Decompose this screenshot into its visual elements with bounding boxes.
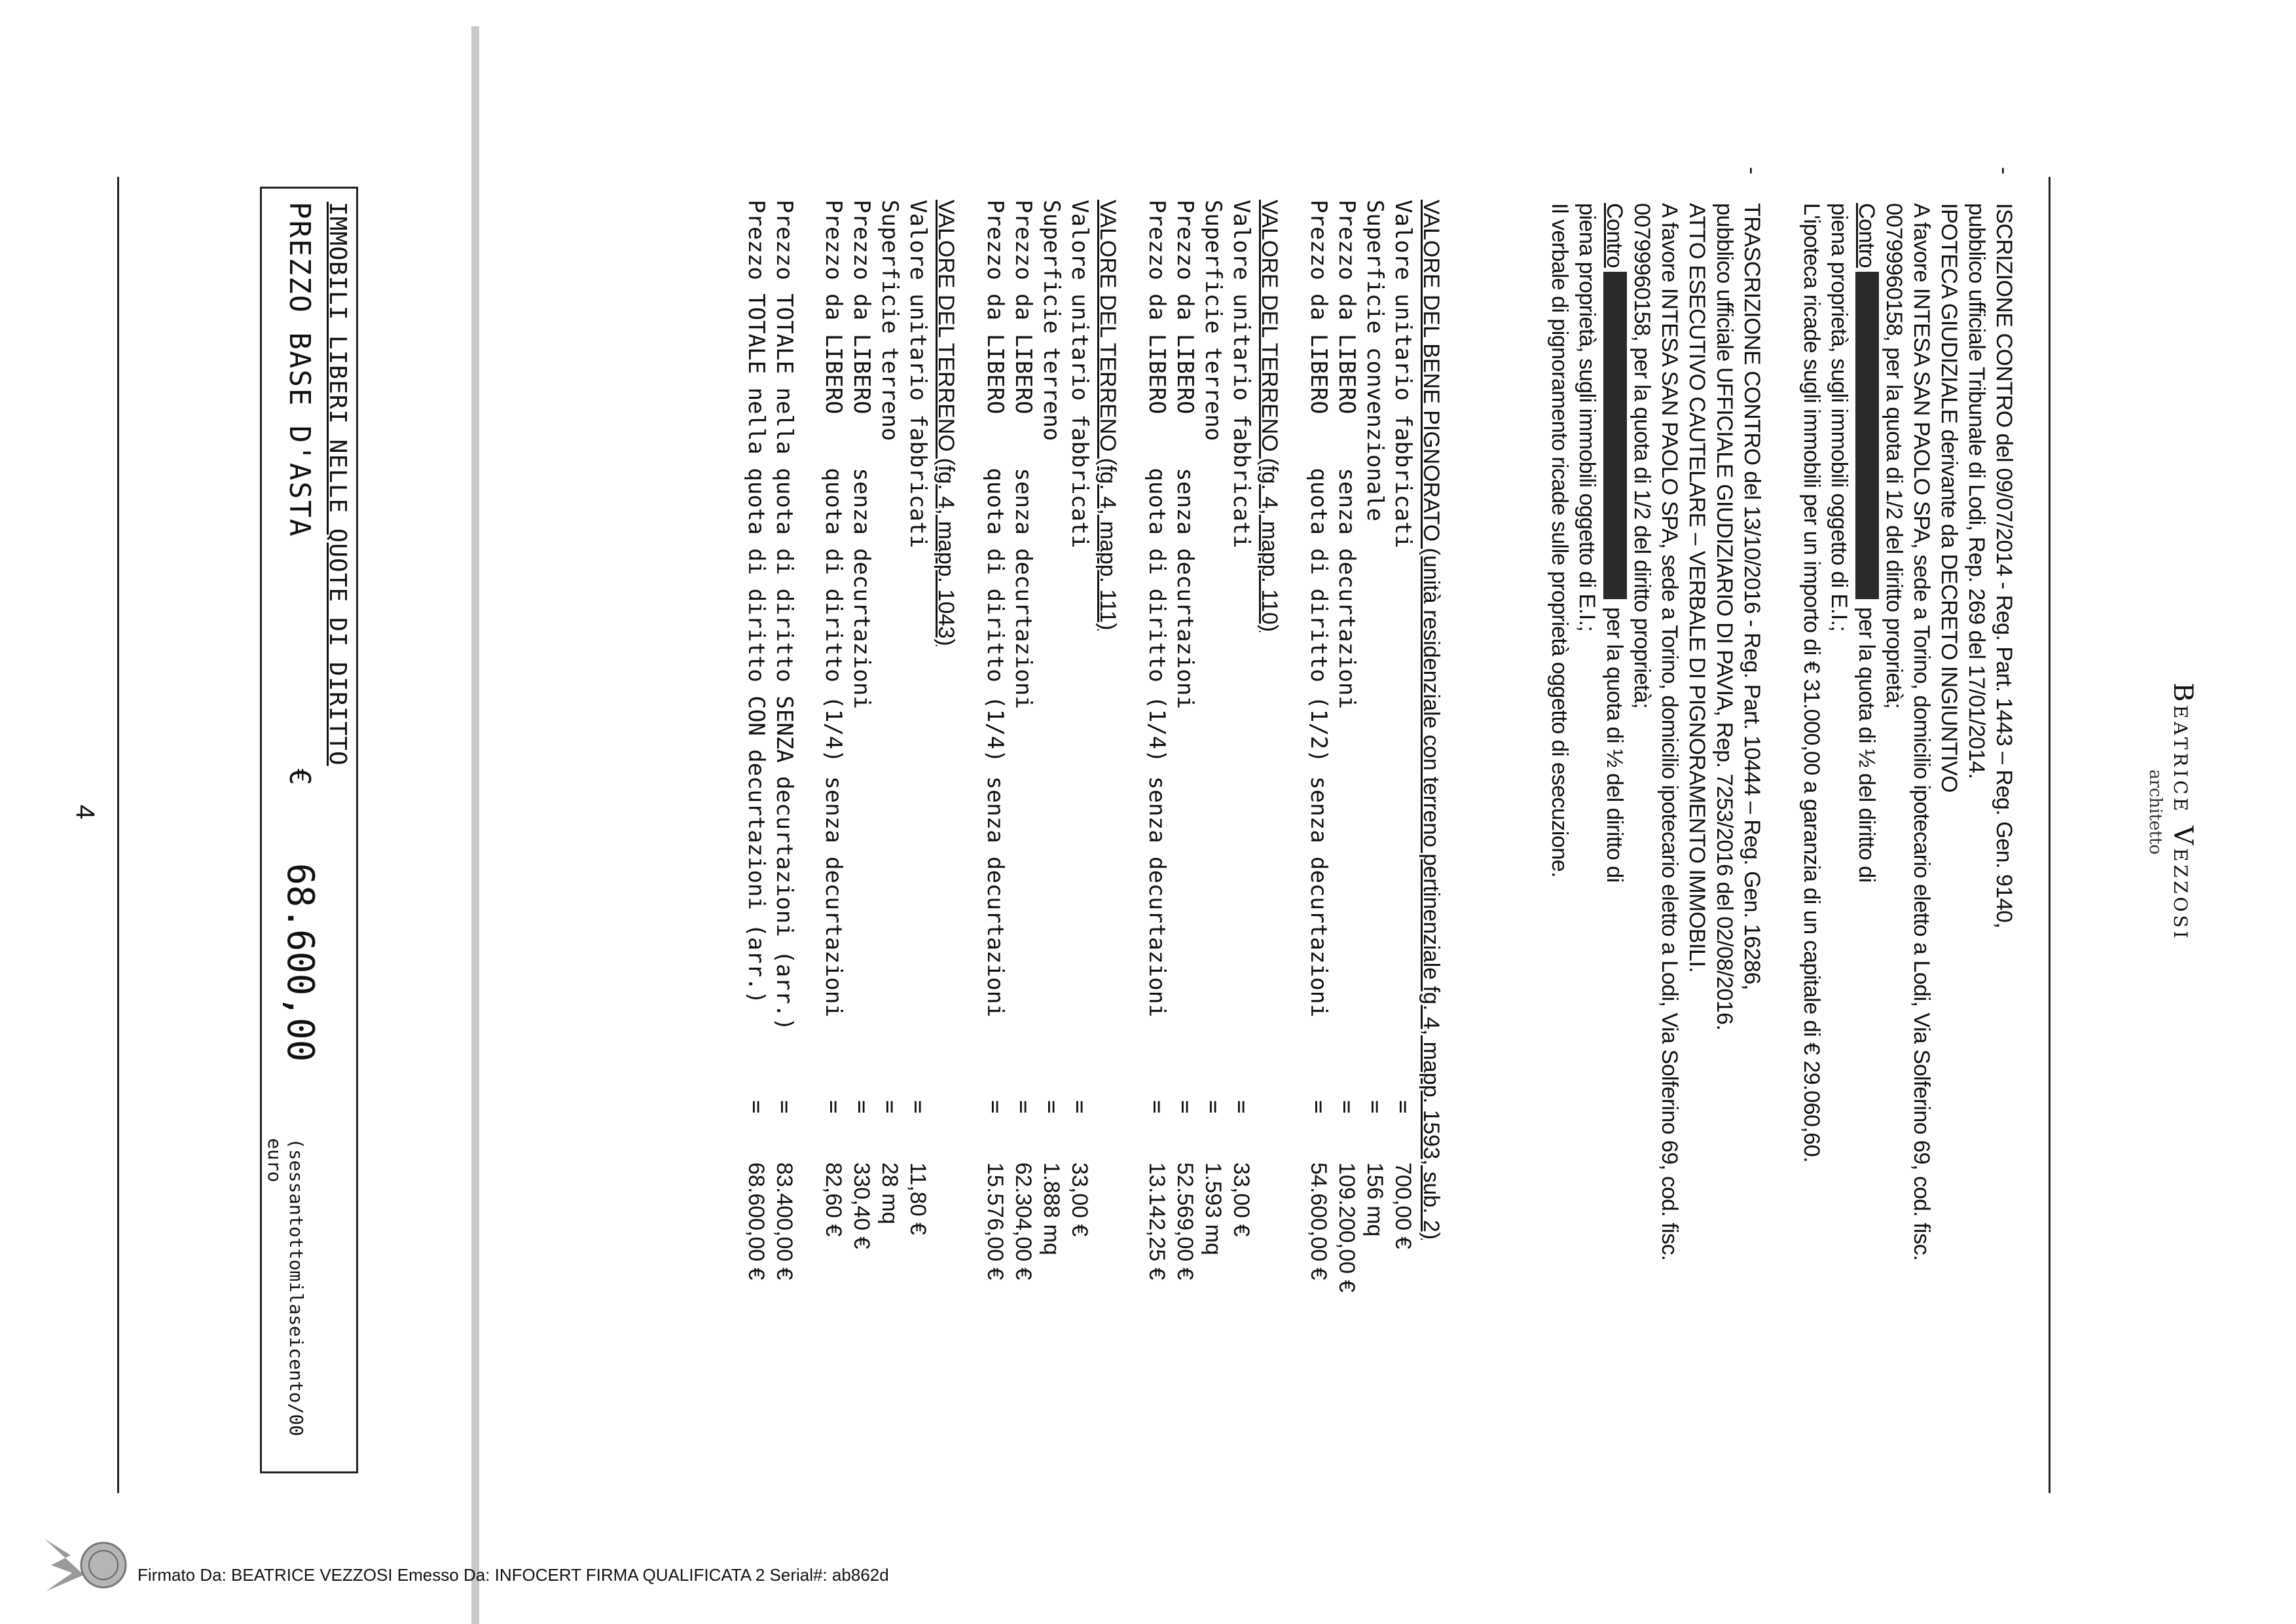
row-label: Prezzo TOTALE nella quota di diritto SENZA decurtazioni (arr.) [771, 200, 797, 1031]
valuation-row [1227, 200, 1255, 1483]
text-line: ATTO ESECUTIVO CAUTELARE – VERBALE DI PIGNORAMENTO IMMOBILI. [1685, 203, 1709, 973]
row-value: 83.400,00 € [772, 1162, 797, 1280]
valuation-row [819, 200, 847, 1483]
base-price-row [264, 202, 321, 1458]
equals-sign: = [848, 1100, 875, 1114]
equals-sign: = [1200, 1100, 1226, 1114]
row-label: Superficie terreno [1038, 200, 1065, 441]
seal-icon [31, 1526, 130, 1604]
box-title: IMMOBILI LIBERI NELLE QUOTE DI DIRITTO [324, 202, 351, 766]
author-name: Beatrice Vezzosi [2168, 682, 2198, 942]
valuation-row [1389, 200, 1417, 1483]
valuation-heading: VALORE DEL TERRENO (fg. 4, mapp. 1043) [934, 200, 958, 646]
valuation-row [903, 200, 932, 1483]
row-value: 62.304,00 € [1011, 1162, 1036, 1280]
equals-sign: = [1144, 1100, 1170, 1114]
valuation-row [1360, 200, 1389, 1483]
author-title: architetto [2145, 769, 2165, 855]
equals-sign: = [743, 1100, 769, 1114]
valuation-row [981, 200, 1009, 1483]
text-line: piena proprietà, sugli immobili oggetto di E.I.; [1827, 203, 1851, 632]
base-price-box [260, 187, 358, 1473]
valuation-heading: VALORE DEL BENE PIGNORATO (unità residenziale con terreno pertinenziale fg. 4, mapp. 1593, sub. 2) [1419, 200, 1444, 1240]
row-label: Superficie terreno [877, 200, 903, 441]
text-line: 00799960158, per la quota di 1/2 del diritto proprietà; [1630, 203, 1654, 709]
row-value: 11,80 € [905, 1162, 930, 1235]
valuation-heading: VALORE DEL TERRENO (fg. 4, mapp. 111) [1095, 200, 1120, 631]
contro-quota: per la quota di ½ del diritto di [1854, 607, 1879, 883]
equals-sign: = [1172, 1100, 1198, 1114]
row-value: 15.576,00 € [983, 1162, 1008, 1280]
text-line: ISCRIZIONE CONTRO del 09/07/2014 - Reg. Part. 1443 – Reg. Gen. 9140, [1992, 203, 2016, 929]
valuation-row [1304, 200, 1332, 1483]
equals-sign: = [1010, 1100, 1036, 1114]
text-line: Il verbale di pignoramento ricade sulle proprietà oggetto di esecuzione. [1547, 203, 1572, 877]
bullet-dash: - [1740, 167, 1764, 174]
text-line: 00799960158, per la quota di 1/2 del diritto proprietà; [1882, 203, 1906, 709]
row-label: Prezzo da LIBERO senza decurtazioni [1010, 200, 1036, 709]
text-line: A favore INTESA SAN PAOLO SPA, sede a Torino, domicilio ipotecario eletto a Lodi, Via Solferino 69, cod. fisc. [1657, 203, 1682, 1261]
encumbrance-trascrizione [1546, 167, 1766, 1480]
equals-sign: = [1038, 1100, 1065, 1114]
equals-sign: = [877, 1100, 903, 1114]
equals-sign: = [1390, 1100, 1416, 1114]
valuation-heading: VALORE DEL TERRENO (fg. 4, mapp. 110) [1257, 200, 1282, 633]
currency-symbol: € [283, 768, 316, 786]
row-value: 156 mq [1362, 1162, 1387, 1237]
equals-sign: = [1228, 1100, 1254, 1114]
row-label: Prezzo da LIBERO quota di diritto (1/4) senza decurtazioni [1144, 200, 1170, 1018]
valuation-row [1037, 200, 1065, 1483]
equals-sign: = [820, 1100, 847, 1114]
equals-sign: = [771, 1100, 797, 1114]
valuation-row [1199, 200, 1227, 1483]
row-label: Prezzo da LIBERO quota di diritto (1/4) senza decurtazioni [982, 200, 1008, 1018]
row-label: Valore unitario fabbricati [1390, 200, 1416, 549]
total-row [742, 200, 770, 1483]
row-value: 1.593 mq [1201, 1162, 1226, 1255]
valuation-row [1171, 200, 1199, 1483]
row-value: 13.142,25 € [1144, 1162, 1169, 1280]
digital-signature-note: Firmato Da: BEATRICE VEZZOSI Emesso Da: INFOCERT FIRMA QUALIFICATA 2 Serial#: ab862d [137, 1565, 889, 1585]
base-price-words: (sessantottomilaseicento/00 euro [264, 1138, 307, 1437]
text-line: piena proprietà, sugli immobili oggetto di E.I.; [1575, 203, 1599, 632]
base-price-amount: 68.600,00 [279, 863, 321, 1062]
row-label: Superficie terreno [1200, 200, 1226, 441]
row-value: 33,00 € [1067, 1162, 1092, 1237]
base-price-label: PREZZO BASE D'ASTA [283, 202, 316, 538]
valuation-row [1009, 200, 1037, 1483]
contro-quota: per la quota di ½ del diritto di [1602, 607, 1627, 883]
row-label: Prezzo da LIBERO senza decurtazioni [1172, 200, 1198, 709]
row-value: 52.569,00 € [1173, 1162, 1197, 1280]
row-value: 28 mq [877, 1162, 902, 1225]
redaction-bar [1603, 272, 1627, 599]
row-value: 109.200,00 € [1334, 1162, 1359, 1293]
row-label: Valore unitario fabbricati [1066, 200, 1093, 549]
valuation-row [847, 200, 875, 1483]
row-value: 33,00 € [1229, 1162, 1254, 1237]
row-label: Prezzo da LIBERO senza decurtazioni [848, 200, 875, 709]
row-label: Prezzo da LIBERO senza decurtazioni [1334, 200, 1360, 709]
text-line: TRASCRIZIONE CONTRO del 13/10/2016 - Reg. Part. 10444 – Reg. Gen. 16286, [1740, 203, 1764, 990]
equals-sign: = [1066, 1100, 1093, 1114]
header-rule [2049, 177, 2050, 1493]
letterhead [2145, 0, 2198, 1624]
text-line: A favore INTESA SAN PAOLO SPA, sede a Torino, domicilio ipotecario eletto a Lodi, Via Solferino 69, cod. fisc. [1909, 203, 1934, 1261]
row-label: Valore unitario fabbricati [1228, 200, 1254, 549]
row-value: 82,60 € [821, 1162, 846, 1237]
equals-sign: = [982, 1100, 1008, 1114]
text-line: L'ipoteca ricade sugli immobili per un importo di € 31.000,00 a garanzia di un capitale di € 29.060,60. [1799, 203, 1824, 1163]
row-value: 54.600,00 € [1306, 1162, 1331, 1280]
contro-label: Contro [1854, 203, 1879, 268]
redaction-bar [1855, 272, 1879, 599]
equals-sign: = [1305, 1100, 1332, 1114]
equals-sign: = [1334, 1100, 1360, 1114]
row-value: 1.888 mq [1039, 1162, 1064, 1255]
contro-line [1853, 203, 1880, 1480]
valuation-section [742, 200, 1445, 1483]
text-line: IPOTECA GIUDIZIALE derivante da DECRETO INGIUNTIVO [1937, 203, 1961, 793]
valuation-row [1332, 200, 1360, 1483]
row-value: 330,40 € [849, 1162, 874, 1249]
row-label: Prezzo da LIBERO quota di diritto (1/2) senza decurtazioni [1305, 200, 1332, 1018]
encumbrance-iscrizione [1798, 167, 2018, 1480]
row-value: 700,00 € [1391, 1162, 1415, 1249]
row-label: Prezzo TOTALE nella quota di diritto CON decurtazioni (arr.) [743, 200, 769, 1005]
equals-sign: = [1362, 1100, 1388, 1114]
row-label: Valore unitario fabbricati [905, 200, 931, 549]
contro-label: Contro [1602, 203, 1627, 268]
valuation-row [1142, 200, 1171, 1483]
valuation-row [1065, 200, 1093, 1483]
text-line: pubblico ufficiale UFFICIALE GIUDIZIARIO DI PAVIA, Rep. 7253/2016 del 02/08/2016. [1712, 203, 1737, 1031]
contro-line [1601, 203, 1628, 1480]
page-number: 4 [71, 804, 100, 820]
row-label: Superficie convenzionale [1362, 200, 1388, 522]
valuation-row [875, 200, 903, 1483]
footer-rule [117, 177, 119, 1493]
row-label: Prezzo da LIBERO quota di diritto (1/4) senza decurtazioni [820, 200, 847, 1018]
bullet-dash: - [1992, 167, 2016, 174]
text-line: pubblico ufficiale Tribunale di Lodi, Rep. 269 del 17/01/2014. [1964, 203, 1989, 779]
row-value: 68.600,00 € [744, 1162, 769, 1280]
equals-sign: = [905, 1100, 931, 1114]
total-row [770, 200, 798, 1483]
